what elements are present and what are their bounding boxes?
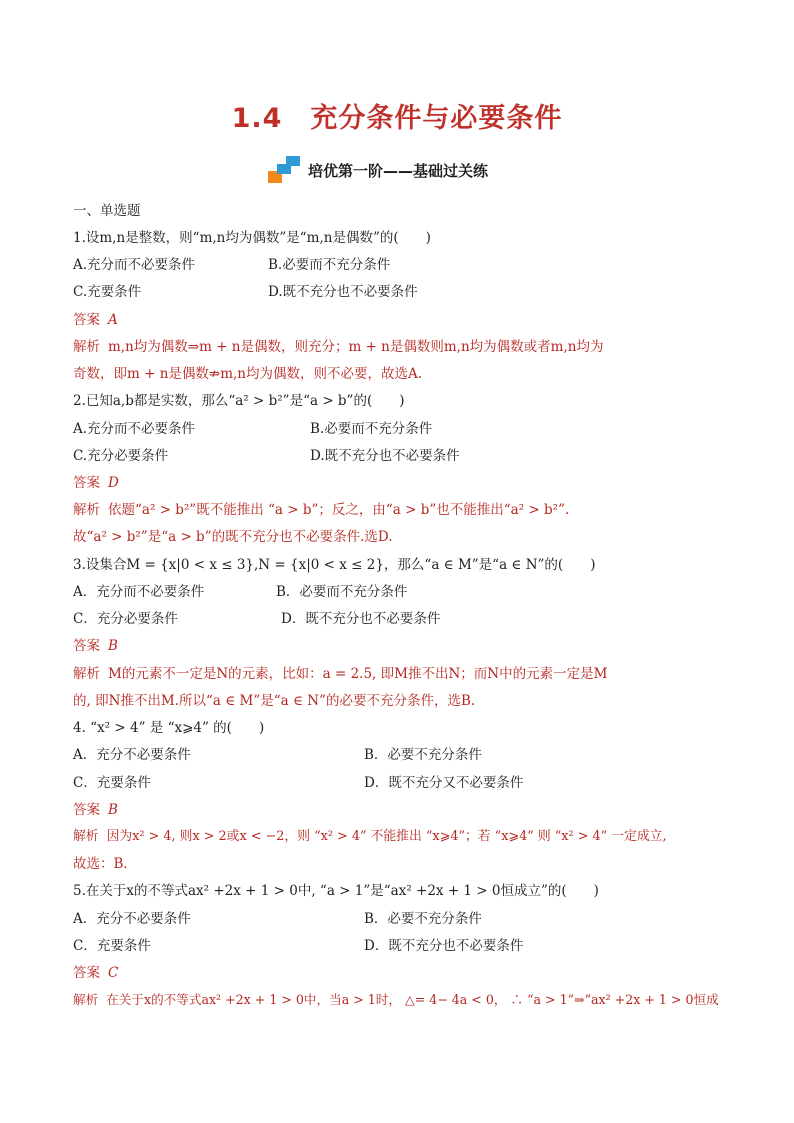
q5-stem: 5.在关于x的不等式ax² +2x + 1 > 0中, “a > 1”是“ax² +2x + 1 > 0恒成立”的( ) xyxy=(73,883,599,899)
q3-option-c: C．充分必要条件 xyxy=(73,611,178,627)
answer-label: 答案 xyxy=(73,475,100,491)
q4-stem: 4. “x² > 4” 是 “x⩾4” 的( ) xyxy=(73,720,265,736)
q5-answer-value: C xyxy=(108,965,119,981)
q2-option-a: A.充分而不必要条件 xyxy=(73,421,196,437)
q3-answer-value: B xyxy=(108,638,118,654)
banner-text: 培优第一阶——基础过关练 xyxy=(308,161,489,180)
analysis-label: 解析 xyxy=(73,992,99,1007)
q2-option-c: C.充分必要条件 xyxy=(73,448,169,464)
q4-analysis xyxy=(73,827,667,847)
q5-answer xyxy=(73,963,118,983)
q3-analysis-2: 的, 即N推不出M.所以“a ∈ M”是“a ∈ N”的必要不充分条件，选B. xyxy=(73,693,476,709)
q2-option-d: D.既不充分也不必要条件 xyxy=(310,448,460,464)
q1-option-d: D.既不充分也不必要条件 xyxy=(268,284,418,300)
q5-analysis xyxy=(73,990,719,1010)
q2-analysis-2: 故“a² > b²”是“a > b”的既不充分也不必要条件.选D. xyxy=(73,529,393,545)
q3-option-b: B．必要而不充分条件 xyxy=(276,584,408,600)
section-heading: 一、单选题 xyxy=(73,203,141,219)
q2-stem: 2.已知a,b都是实数，那么“a² > b²”是“a > b”的( ) xyxy=(73,393,405,409)
q5-option-d: D．既不充分也不必要条件 xyxy=(364,938,524,954)
answer-label: 答案 xyxy=(73,965,100,981)
q2-answer-value: D xyxy=(108,475,119,491)
q4-option-b: B．必要不充分条件 xyxy=(364,747,482,763)
q3-option-a: A．充分而不必要条件 xyxy=(73,584,205,600)
analysis-label: 解析 xyxy=(73,666,100,682)
q4-analysis-1: 因为x² > 4, 则x > 2或x < −2，则 “x² > 4” 不能推出 “x⩾4”；若 “x⩾4” 则 “x² > 4” 一定成立, xyxy=(106,829,667,844)
q4-option-c: C．充要条件 xyxy=(73,775,151,791)
q3-option-d: D．既不充分也不必要条件 xyxy=(281,611,441,627)
answer-label: 答案 xyxy=(73,638,100,654)
analysis-label: 解析 xyxy=(73,502,100,518)
q3-analysis-1: M的元素不一定是N的元素，比如：a = 2.5, 即M推不出N；而N中的元素一定是M xyxy=(108,666,608,682)
q5-option-b: B．必要不充分条件 xyxy=(364,911,482,927)
q2-analysis-1: 依题“a² > b²”既不能推出 “a > b”；反之，由“a > b”也不能推出“a² > b²”. xyxy=(108,502,570,518)
q3-answer xyxy=(73,636,118,656)
q5-option-c: C．充要条件 xyxy=(73,938,151,954)
stairs-icon xyxy=(268,155,302,185)
q2-answer xyxy=(73,473,119,493)
answer-label: 答案 xyxy=(73,802,100,818)
q1-option-c: C.充要条件 xyxy=(73,284,142,300)
q1-option-a: A.充分而不必要条件 xyxy=(73,257,196,273)
q4-answer xyxy=(73,800,118,820)
q1-analysis xyxy=(73,337,603,357)
q1-answer xyxy=(73,310,118,330)
q5-option-a: A．充分不必要条件 xyxy=(73,911,191,927)
q2-option-b: B.必要而不充分条件 xyxy=(310,421,433,437)
q3-stem: 3.设集合M = {x|0 < x ≤ 3},N = {x|0 < x ≤ 2}，那么“a ∈ M”是“a ∈ N”的( ) xyxy=(73,557,596,573)
q5-analysis-1: 在关于x的不等式ax² +2x + 1 > 0中，当a > 1时， △= 4− 4a < 0， ∴ “a > 1”⇒“ax² +2x + 1 > 0恒成 xyxy=(106,992,719,1007)
q4-option-d: D．既不充分又不必要条件 xyxy=(364,775,524,791)
q3-analysis xyxy=(73,664,607,684)
section-banner xyxy=(268,152,488,188)
page-title: 1.4 充分条件与必要条件 xyxy=(231,103,563,134)
q1-analysis-2: 奇数，即m + n是偶数⇏m,n均为偶数，则不必要，故选A. xyxy=(73,366,423,382)
analysis-label: 解析 xyxy=(73,829,99,844)
q1-answer-value: A xyxy=(108,312,118,328)
q4-option-a: A．充分不必要条件 xyxy=(73,747,191,763)
q1-analysis-1: m,n均为偶数⇒m + n是偶数，则充分；m + n是偶数则m,n均为偶数或者m,n均为 xyxy=(108,339,604,355)
q2-analysis xyxy=(73,500,569,520)
q1-option-b: B.必要而不充分条件 xyxy=(268,257,391,273)
answer-label: 答案 xyxy=(73,312,100,328)
q4-analysis-2: 故选：B． xyxy=(73,856,137,872)
q1-stem: 1.设m,n是整数，则“m,n均为偶数”是“m,n是偶数”的( ) xyxy=(73,230,431,246)
analysis-label: 解析 xyxy=(73,339,100,355)
q4-answer-value: B xyxy=(108,802,118,818)
